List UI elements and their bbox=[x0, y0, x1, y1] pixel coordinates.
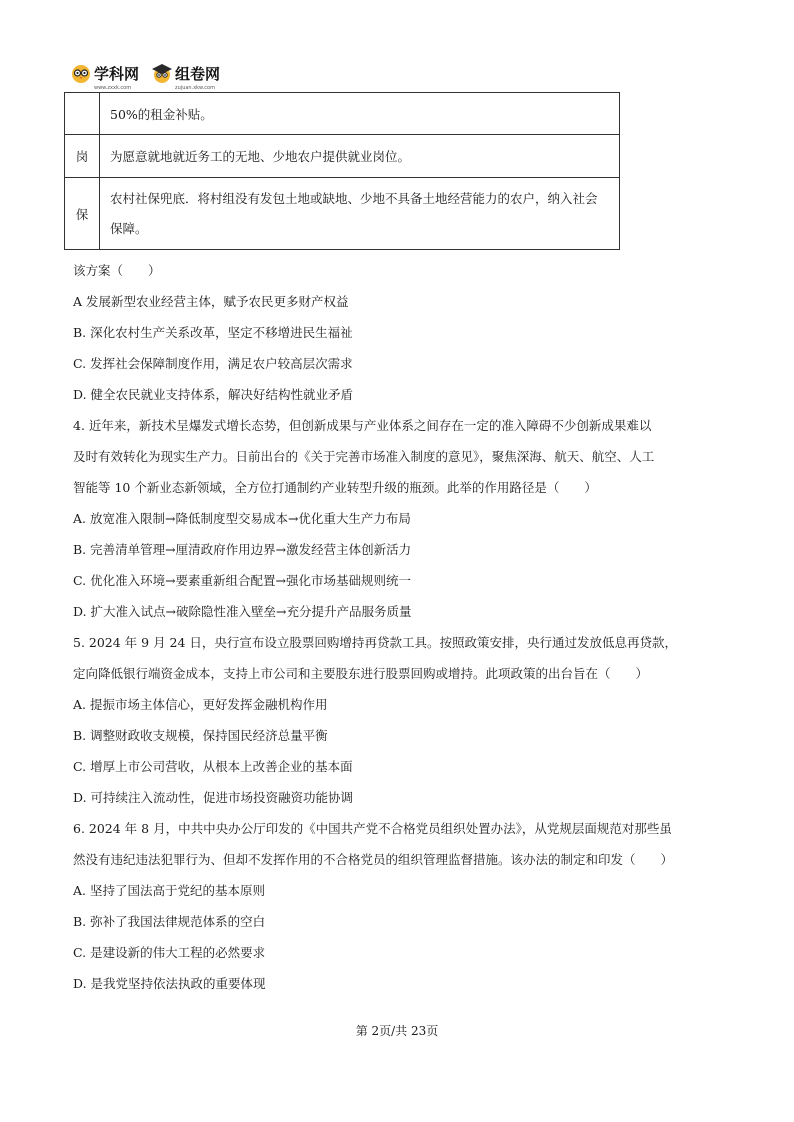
logo1-text: 学科网 bbox=[94, 64, 140, 83]
option-c[interactable]: C. 优化准入环境→要素重新组合配置→强化市场基础规则统一 bbox=[73, 573, 412, 588]
logo2-text: 组卷网 bbox=[175, 64, 221, 83]
table-row bbox=[65, 135, 620, 178]
question-stem: 定向降低银行端资金成本，支持上市公司和主要股东进行股票回购或增持。此项政策的出台旨在（ ） bbox=[73, 666, 649, 681]
option-d[interactable]: D. 可持续注入流动性，促进市场投资融资功能协调 bbox=[73, 790, 354, 805]
question-stem: 然没有违纪违法犯罪行为、但却不发挥作用的不合格党员的组织管理监督措施。该办法的制定和印发（ ） bbox=[73, 852, 674, 867]
table-key-cell bbox=[65, 93, 100, 135]
question-stem: 该方案（ ） bbox=[73, 263, 161, 278]
table-value-cell: 农村社保兜底．将村组没有发包土地或缺地、少地不具备土地经营能力的农户，纳入社会保障。 bbox=[100, 178, 620, 250]
option-c[interactable]: C. 增厚上市公司营收，从根本上改善企业的基本面 bbox=[73, 759, 353, 774]
question-stem: 智能等 10 个新业态新领域，全方位打通制约产业转型升级的瓶颈。此举的作用路径是（ ） bbox=[73, 480, 597, 495]
logo2-sub: zujuan.xkw.com bbox=[175, 85, 215, 91]
option-a[interactable]: A. 提振市场主体信心，更好发挥金融机构作用 bbox=[73, 697, 328, 712]
option-d[interactable]: D. 扩大准入试点→破除隐性准入壁垒→充分提升产品服务质量 bbox=[73, 604, 412, 619]
option-c[interactable]: C. 是建设新的伟大工程的必然要求 bbox=[73, 945, 266, 960]
option-a[interactable]: A 发展新型农业经营主体，赋予农民更多财产权益 bbox=[73, 294, 349, 309]
option-a[interactable]: A. 坚持了国法高于党纪的基本原则 bbox=[73, 883, 265, 898]
question-stem: 6. 2024 年 8 月，中共中央办公厅印发的《中国共产党不合格党员组织处置办法》，从党规层面规范对那些虽 bbox=[73, 821, 672, 836]
option-b[interactable]: B. 弥补了我国法律规范体系的空白 bbox=[73, 914, 266, 929]
xuekewang-logo[interactable] bbox=[70, 62, 140, 91]
page-number: 第 2页/共 23页 bbox=[355, 1024, 439, 1038]
option-d[interactable]: D. 是我党坚持依法执政的重要体现 bbox=[73, 976, 266, 991]
policy-table bbox=[64, 92, 620, 250]
table-key-cell: 保 bbox=[65, 178, 100, 250]
option-b[interactable]: B. 调整财政收支规模，保持国民经济总量平衡 bbox=[73, 728, 328, 743]
table-value-cell: 为愿意就地就近务工的无地、少地农户提供就业岗位。 bbox=[100, 135, 620, 178]
table-row bbox=[65, 178, 620, 250]
option-b[interactable]: B. 深化农村生产关系改革，坚定不移增进民生福祉 bbox=[73, 325, 353, 340]
question-stem: 4. 近年来，新技术呈爆发式增长态势，但创新成果与产业体系之间存在一定的准入障碍不少创新成果难以 bbox=[73, 418, 652, 433]
question-stem: 及时有效转化为现实生产力。日前出台的《关于完善市场准入制度的意见》，聚焦深海、航天、航空、人工 bbox=[73, 449, 655, 464]
logo1-sub: www.zxxk.com bbox=[94, 85, 132, 91]
question-content bbox=[73, 255, 733, 999]
option-b[interactable]: B. 完善清单管理→厘清政府作用边界→激发经营主体创新活力 bbox=[73, 542, 412, 557]
header bbox=[70, 58, 232, 91]
question-stem: 5. 2024 年 9 月 24 日，央行宣布设立股票回购增持再贷款工具。按照政策安排，央行通过发放低息再贷款， bbox=[73, 635, 677, 650]
option-a[interactable]: A. 放宽准入限制→降低制度型交易成本→优化重大生产力布局 bbox=[73, 511, 411, 526]
table-value-cell: 50%的租金补贴。 bbox=[100, 93, 620, 135]
zujuanwang-logo[interactable] bbox=[151, 62, 221, 91]
owl-logo-icon bbox=[70, 62, 92, 84]
table-row bbox=[65, 93, 620, 135]
option-d[interactable]: D. 健全农民就业支持体系，解决好结构性就业矛盾 bbox=[73, 387, 354, 402]
option-c[interactable]: C. 发挥社会保障制度作用，满足农户较高层次需求 bbox=[73, 356, 353, 371]
table-key-cell: 岗 bbox=[65, 135, 100, 178]
graduate-cap-logo-icon bbox=[151, 62, 173, 84]
